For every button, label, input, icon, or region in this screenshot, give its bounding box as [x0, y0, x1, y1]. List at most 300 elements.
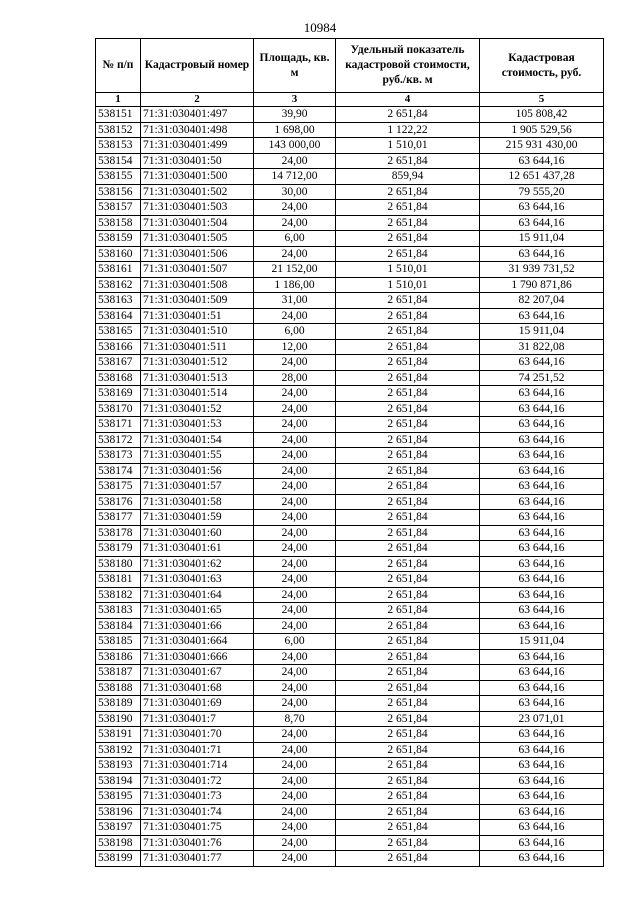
cadastral-number-cell: 71:31:030401:55 [141, 448, 254, 464]
specific-value-cell: 1 122,22 [336, 122, 480, 138]
specific-value-cell: 2 651,84 [336, 634, 480, 650]
table-row [96, 463, 604, 479]
specific-value-cell: 2 651,84 [336, 649, 480, 665]
area-cell: 24,00 [254, 851, 336, 867]
table-row [96, 820, 604, 836]
cadastral-value-cell: 63 644,16 [480, 448, 604, 464]
column-number: 4 [336, 93, 480, 107]
row-number-cell: 538163 [96, 293, 141, 309]
specific-value-cell: 2 651,84 [336, 200, 480, 216]
cadastral-number-cell: 71:31:030401:508 [141, 277, 254, 293]
area-cell: 24,00 [254, 587, 336, 603]
specific-value-cell: 2 651,84 [336, 758, 480, 774]
cadastral-number-cell: 71:31:030401:60 [141, 525, 254, 541]
cadastral-value-cell: 63 644,16 [480, 758, 604, 774]
cadastral-number-cell: 71:31:030401:7 [141, 711, 254, 727]
specific-value-cell: 2 651,84 [336, 231, 480, 247]
area-cell: 24,00 [254, 665, 336, 681]
specific-value-cell: 2 651,84 [336, 789, 480, 805]
cadastral-value-cell: 63 644,16 [480, 649, 604, 665]
area-cell: 24,00 [254, 773, 336, 789]
specific-value-cell: 2 651,84 [336, 680, 480, 696]
area-cell: 24,00 [254, 680, 336, 696]
specific-value-cell: 2 651,84 [336, 401, 480, 417]
specific-value-cell: 2 651,84 [336, 820, 480, 836]
table-row [96, 386, 604, 402]
specific-value-cell: 2 651,84 [336, 742, 480, 758]
area-cell: 24,00 [254, 432, 336, 448]
cadastral-number-cell: 71:31:030401:74 [141, 804, 254, 820]
cadastral-number-cell: 71:31:030401:77 [141, 851, 254, 867]
cadastral-number-cell: 71:31:030401:76 [141, 835, 254, 851]
cadastral-value-cell: 63 644,16 [480, 696, 604, 712]
row-number-cell: 538152 [96, 122, 141, 138]
header-specific-value: Удельный показатель кадастровой стоимости, руб./кв. м [336, 39, 480, 93]
header-area: Площадь, кв. м [254, 39, 336, 93]
specific-value-cell: 2 651,84 [336, 587, 480, 603]
cadastral-number-cell: 71:31:030401:62 [141, 556, 254, 572]
cadastral-number-cell: 71:31:030401:512 [141, 355, 254, 371]
area-cell: 30,00 [254, 184, 336, 200]
cadastral-number-cell: 71:31:030401:58 [141, 494, 254, 510]
table-header-row [96, 39, 604, 93]
specific-value-cell: 2 651,84 [336, 432, 480, 448]
area-cell: 24,00 [254, 742, 336, 758]
table-row [96, 200, 604, 216]
row-number-cell: 538179 [96, 541, 141, 557]
cadastral-value-cell: 63 644,16 [480, 618, 604, 634]
table-row [96, 742, 604, 758]
area-cell: 6,00 [254, 324, 336, 340]
row-number-cell: 538185 [96, 634, 141, 650]
cadastral-value-cell: 31 822,08 [480, 339, 604, 355]
area-cell: 24,00 [254, 525, 336, 541]
row-number-cell: 538168 [96, 370, 141, 386]
cadastral-number-cell: 71:31:030401:498 [141, 122, 254, 138]
row-number-cell: 538167 [96, 355, 141, 371]
area-cell: 24,00 [254, 448, 336, 464]
table-row [96, 634, 604, 650]
column-number-row [96, 93, 604, 107]
table-row [96, 479, 604, 495]
table-row [96, 835, 604, 851]
table-row [96, 789, 604, 805]
table-row [96, 851, 604, 867]
table-row [96, 649, 604, 665]
row-number-cell: 538190 [96, 711, 141, 727]
cadastral-value-cell: 15 911,04 [480, 634, 604, 650]
specific-value-cell: 2 651,84 [336, 324, 480, 340]
specific-value-cell: 2 651,84 [336, 479, 480, 495]
row-number-cell: 538159 [96, 231, 141, 247]
cadastral-value-cell: 82 207,04 [480, 293, 604, 309]
cadastral-value-cell: 63 644,16 [480, 680, 604, 696]
specific-value-cell: 2 651,84 [336, 556, 480, 572]
cadastral-value-cell: 63 644,16 [480, 246, 604, 262]
table-row [96, 758, 604, 774]
area-cell: 24,00 [254, 494, 336, 510]
cadastral-value-cell: 63 644,16 [480, 835, 604, 851]
specific-value-cell: 2 651,84 [336, 339, 480, 355]
row-number-cell: 538164 [96, 308, 141, 324]
table-row [96, 572, 604, 588]
table-row [96, 308, 604, 324]
specific-value-cell: 2 651,84 [336, 851, 480, 867]
specific-value-cell: 2 651,84 [336, 773, 480, 789]
cadastral-value-cell: 15 911,04 [480, 231, 604, 247]
row-number-cell: 538183 [96, 603, 141, 619]
specific-value-cell: 2 651,84 [336, 525, 480, 541]
header-cadastral-number: Кадастровый номер [141, 39, 254, 93]
specific-value-cell: 2 651,84 [336, 448, 480, 464]
table-row [96, 262, 604, 278]
row-number-cell: 538175 [96, 479, 141, 495]
row-number-cell: 538192 [96, 742, 141, 758]
specific-value-cell: 2 651,84 [336, 246, 480, 262]
cadastral-number-cell: 71:31:030401:65 [141, 603, 254, 619]
area-cell: 24,00 [254, 200, 336, 216]
table-row [96, 494, 604, 510]
row-number-cell: 538195 [96, 789, 141, 805]
header-number: № п/п [96, 39, 141, 93]
table-row [96, 696, 604, 712]
area-cell: 24,00 [254, 649, 336, 665]
row-number-cell: 538156 [96, 184, 141, 200]
cadastral-value-cell: 215 931 430,00 [480, 138, 604, 154]
cadastral-value-cell: 63 644,16 [480, 773, 604, 789]
table-row [96, 618, 604, 634]
area-cell: 24,00 [254, 789, 336, 805]
cadastral-value-cell: 63 644,16 [480, 525, 604, 541]
table-row [96, 215, 604, 231]
cadastral-number-cell: 71:31:030401:59 [141, 510, 254, 526]
row-number-cell: 538189 [96, 696, 141, 712]
area-cell: 6,00 [254, 231, 336, 247]
area-cell: 24,00 [254, 355, 336, 371]
row-number-cell: 538191 [96, 727, 141, 743]
cadastral-value-cell: 63 644,16 [480, 541, 604, 557]
row-number-cell: 538157 [96, 200, 141, 216]
table-row [96, 417, 604, 433]
page-number: 10984 [303, 20, 337, 35]
table-row [96, 401, 604, 417]
row-number-cell: 538198 [96, 835, 141, 851]
cadastral-table [95, 38, 604, 867]
cadastral-number-cell: 71:31:030401:70 [141, 727, 254, 743]
table-row [96, 184, 604, 200]
cadastral-number-cell: 71:31:030401:500 [141, 169, 254, 185]
table-row [96, 525, 604, 541]
cadastral-value-cell: 74 251,52 [480, 370, 604, 386]
cadastral-value-cell: 63 644,16 [480, 789, 604, 805]
area-cell: 8,70 [254, 711, 336, 727]
cadastral-value-cell: 63 644,16 [480, 355, 604, 371]
cadastral-value-cell: 79 555,20 [480, 184, 604, 200]
area-cell: 24,00 [254, 556, 336, 572]
cadastral-value-cell: 63 644,16 [480, 417, 604, 433]
table-row [96, 153, 604, 169]
specific-value-cell: 2 651,84 [336, 835, 480, 851]
specific-value-cell: 2 651,84 [336, 494, 480, 510]
area-cell: 14 712,00 [254, 169, 336, 185]
specific-value-cell: 1 510,01 [336, 262, 480, 278]
specific-value-cell: 1 510,01 [336, 138, 480, 154]
cadastral-value-cell: 63 644,16 [480, 215, 604, 231]
area-cell: 24,00 [254, 603, 336, 619]
specific-value-cell: 2 651,84 [336, 417, 480, 433]
table-row [96, 587, 604, 603]
specific-value-cell: 2 651,84 [336, 370, 480, 386]
specific-value-cell: 2 651,84 [336, 463, 480, 479]
specific-value-cell: 2 651,84 [336, 510, 480, 526]
area-cell: 24,00 [254, 417, 336, 433]
table-row [96, 556, 604, 572]
row-number-cell: 538186 [96, 649, 141, 665]
table-row [96, 432, 604, 448]
row-number-cell: 538169 [96, 386, 141, 402]
table-row [96, 804, 604, 820]
area-cell: 24,00 [254, 835, 336, 851]
area-cell: 24,00 [254, 541, 336, 557]
cadastral-value-cell: 1 905 529,56 [480, 122, 604, 138]
specific-value-cell: 2 651,84 [336, 541, 480, 557]
specific-value-cell: 2 651,84 [336, 572, 480, 588]
table-row [96, 277, 604, 293]
row-number-cell: 538194 [96, 773, 141, 789]
area-cell: 24,00 [254, 386, 336, 402]
table-row [96, 138, 604, 154]
area-cell: 24,00 [254, 804, 336, 820]
table-row [96, 665, 604, 681]
table-row [96, 510, 604, 526]
row-number-cell: 538153 [96, 138, 141, 154]
table-row [96, 339, 604, 355]
table-row [96, 727, 604, 743]
cadastral-number-cell: 71:31:030401:54 [141, 432, 254, 448]
area-cell: 24,00 [254, 308, 336, 324]
cadastral-number-cell: 71:31:030401:52 [141, 401, 254, 417]
row-number-cell: 538151 [96, 107, 141, 123]
cadastral-value-cell: 63 644,16 [480, 432, 604, 448]
cadastral-number-cell: 71:31:030401:64 [141, 587, 254, 603]
specific-value-cell: 2 651,84 [336, 308, 480, 324]
specific-value-cell: 2 651,84 [336, 603, 480, 619]
cadastral-value-cell: 63 644,16 [480, 200, 604, 216]
table-row [96, 711, 604, 727]
area-cell: 143 000,00 [254, 138, 336, 154]
specific-value-cell: 2 651,84 [336, 386, 480, 402]
table-row [96, 231, 604, 247]
cadastral-value-cell: 63 644,16 [480, 308, 604, 324]
area-cell: 24,00 [254, 572, 336, 588]
table-row [96, 122, 604, 138]
row-number-cell: 538174 [96, 463, 141, 479]
area-cell: 24,00 [254, 618, 336, 634]
cadastral-number-cell: 71:31:030401:57 [141, 479, 254, 495]
cadastral-number-cell: 71:31:030401:503 [141, 200, 254, 216]
cadastral-number-cell: 71:31:030401:66 [141, 618, 254, 634]
specific-value-cell: 2 651,84 [336, 727, 480, 743]
row-number-cell: 538162 [96, 277, 141, 293]
cadastral-value-cell: 63 644,16 [480, 742, 604, 758]
cadastral-value-cell: 63 644,16 [480, 727, 604, 743]
column-number: 3 [254, 93, 336, 107]
row-number-cell: 538196 [96, 804, 141, 820]
cadastral-value-cell: 63 644,16 [480, 386, 604, 402]
row-number-cell: 538171 [96, 417, 141, 433]
column-number: 1 [96, 93, 141, 107]
specific-value-cell: 2 651,84 [336, 107, 480, 123]
area-cell: 24,00 [254, 727, 336, 743]
cadastral-number-cell: 71:31:030401:51 [141, 308, 254, 324]
cadastral-number-cell: 71:31:030401:50 [141, 153, 254, 169]
specific-value-cell: 2 651,84 [336, 153, 480, 169]
row-number-cell: 538176 [96, 494, 141, 510]
cadastral-number-cell: 71:31:030401:499 [141, 138, 254, 154]
cadastral-value-cell: 63 644,16 [480, 572, 604, 588]
row-number-cell: 538180 [96, 556, 141, 572]
specific-value-cell: 2 651,84 [336, 804, 480, 820]
table-row [96, 680, 604, 696]
cadastral-value-cell: 31 939 731,52 [480, 262, 604, 278]
cadastral-number-cell: 71:31:030401:497 [141, 107, 254, 123]
table-row [96, 448, 604, 464]
area-cell: 24,00 [254, 820, 336, 836]
cadastral-value-cell: 63 644,16 [480, 463, 604, 479]
table-row [96, 324, 604, 340]
table-row [96, 370, 604, 386]
column-number: 5 [480, 93, 604, 107]
specific-value-cell: 2 651,84 [336, 711, 480, 727]
row-number-cell: 538172 [96, 432, 141, 448]
row-number-cell: 538178 [96, 525, 141, 541]
cadastral-value-cell: 63 644,16 [480, 603, 604, 619]
area-cell: 24,00 [254, 463, 336, 479]
row-number-cell: 538170 [96, 401, 141, 417]
cadastral-number-cell: 71:31:030401:514 [141, 386, 254, 402]
row-number-cell: 538181 [96, 572, 141, 588]
area-cell: 24,00 [254, 401, 336, 417]
cadastral-number-cell: 71:31:030401:53 [141, 417, 254, 433]
cadastral-value-cell: 63 644,16 [480, 851, 604, 867]
table-row [96, 107, 604, 123]
row-number-cell: 538161 [96, 262, 141, 278]
table-row [96, 355, 604, 371]
cadastral-value-cell: 63 644,16 [480, 587, 604, 603]
cadastral-value-cell: 63 644,16 [480, 510, 604, 526]
cadastral-value-cell: 63 644,16 [480, 401, 604, 417]
row-number-cell: 538177 [96, 510, 141, 526]
cadastral-number-cell: 71:31:030401:71 [141, 742, 254, 758]
cadastral-value-cell: 63 644,16 [480, 153, 604, 169]
specific-value-cell: 2 651,84 [336, 696, 480, 712]
cadastral-number-cell: 71:31:030401:505 [141, 231, 254, 247]
row-number-cell: 538188 [96, 680, 141, 696]
table-row [96, 773, 604, 789]
table-row [96, 541, 604, 557]
cadastral-number-cell: 71:31:030401:63 [141, 572, 254, 588]
area-cell: 6,00 [254, 634, 336, 650]
specific-value-cell: 2 651,84 [336, 665, 480, 681]
table-row [96, 293, 604, 309]
row-number-cell: 538158 [96, 215, 141, 231]
cadastral-number-cell: 71:31:030401:75 [141, 820, 254, 836]
cadastral-value-cell: 105 808,42 [480, 107, 604, 123]
row-number-cell: 538182 [96, 587, 141, 603]
row-number-cell: 538155 [96, 169, 141, 185]
area-cell: 24,00 [254, 153, 336, 169]
row-number-cell: 538184 [96, 618, 141, 634]
cadastral-number-cell: 71:31:030401:67 [141, 665, 254, 681]
area-cell: 1 698,00 [254, 122, 336, 138]
row-number-cell: 538197 [96, 820, 141, 836]
area-cell: 24,00 [254, 510, 336, 526]
specific-value-cell: 2 651,84 [336, 293, 480, 309]
cadastral-number-cell: 71:31:030401:56 [141, 463, 254, 479]
area-cell: 24,00 [254, 215, 336, 231]
column-number: 2 [141, 93, 254, 107]
cadastral-value-cell: 63 644,16 [480, 820, 604, 836]
row-number-cell: 538173 [96, 448, 141, 464]
row-number-cell: 538154 [96, 153, 141, 169]
cadastral-value-cell: 1 790 871,86 [480, 277, 604, 293]
cadastral-value-cell: 63 644,16 [480, 804, 604, 820]
cadastral-number-cell: 71:31:030401:513 [141, 370, 254, 386]
cadastral-number-cell: 71:31:030401:664 [141, 634, 254, 650]
cadastral-number-cell: 71:31:030401:511 [141, 339, 254, 355]
cadastral-number-cell: 71:31:030401:714 [141, 758, 254, 774]
cadastral-number-cell: 71:31:030401:507 [141, 262, 254, 278]
cadastral-value-cell: 12 651 437,28 [480, 169, 604, 185]
area-cell: 21 152,00 [254, 262, 336, 278]
cadastral-number-cell: 71:31:030401:69 [141, 696, 254, 712]
row-number-cell: 538165 [96, 324, 141, 340]
row-number-cell: 538187 [96, 665, 141, 681]
cadastral-number-cell: 71:31:030401:506 [141, 246, 254, 262]
table-row [96, 169, 604, 185]
cadastral-number-cell: 71:31:030401:73 [141, 789, 254, 805]
cadastral-value-cell: 63 644,16 [480, 479, 604, 495]
table-row [96, 246, 604, 262]
area-cell: 28,00 [254, 370, 336, 386]
cadastral-number-cell: 71:31:030401:504 [141, 215, 254, 231]
area-cell: 1 186,00 [254, 277, 336, 293]
area-cell: 31,00 [254, 293, 336, 309]
area-cell: 24,00 [254, 696, 336, 712]
cadastral-number-cell: 71:31:030401:502 [141, 184, 254, 200]
cadastral-number-cell: 71:31:030401:72 [141, 773, 254, 789]
area-cell: 24,00 [254, 758, 336, 774]
area-cell: 12,00 [254, 339, 336, 355]
cadastral-value-cell: 63 644,16 [480, 665, 604, 681]
area-cell: 39,90 [254, 107, 336, 123]
row-number-cell: 538193 [96, 758, 141, 774]
cadastral-value-cell: 23 071,01 [480, 711, 604, 727]
table-row [96, 603, 604, 619]
row-number-cell: 538166 [96, 339, 141, 355]
cadastral-number-cell: 71:31:030401:68 [141, 680, 254, 696]
cadastral-value-cell: 63 644,16 [480, 494, 604, 510]
header-cadastral-value: Кадастровая стоимость, руб. [480, 39, 604, 93]
specific-value-cell: 859,94 [336, 169, 480, 185]
cadastral-value-cell: 63 644,16 [480, 556, 604, 572]
specific-value-cell: 2 651,84 [336, 215, 480, 231]
cadastral-number-cell: 71:31:030401:509 [141, 293, 254, 309]
specific-value-cell: 1 510,01 [336, 277, 480, 293]
area-cell: 24,00 [254, 479, 336, 495]
cadastral-number-cell: 71:31:030401:510 [141, 324, 254, 340]
cadastral-number-cell: 71:31:030401:61 [141, 541, 254, 557]
